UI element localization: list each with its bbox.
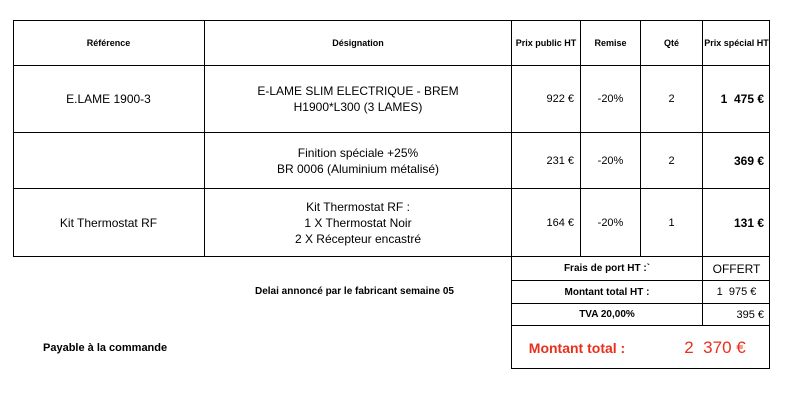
row2-prix-special: 369 € — [733, 153, 764, 168]
montant-total-label: Montant total : — [528, 339, 626, 356]
row1-qte: 2 — [668, 93, 675, 105]
row1-prix-public: 922 € — [546, 93, 574, 105]
row2-designation — [205, 133, 511, 188]
designation-line: 2 X Récepteur encastré — [294, 232, 422, 246]
designation-line: E-LAME SLIM ELECTRIQUE - BREM — [257, 84, 459, 98]
frais-port-label: Frais de port HT :` — [563, 263, 651, 274]
row3-designation — [205, 189, 511, 257]
row1-remise: -20% — [597, 93, 624, 105]
montant-ht-label: Montant total HT : — [564, 286, 650, 298]
header-qte: Qté — [663, 37, 679, 48]
row2-qte: 2 — [668, 154, 675, 167]
tva-value: 395 € — [736, 308, 764, 321]
montant-total-value: 2 370 € — [684, 337, 746, 357]
row3-remise: -20% — [597, 217, 624, 229]
designation-line: 1 X Thermostat Noir — [304, 216, 412, 230]
row2-reference — [13, 133, 204, 188]
row1-designation — [205, 66, 511, 132]
row2-remise: -20% — [597, 154, 624, 167]
delai-note: Delai annoncé par le fabricant semaine 05 — [255, 286, 454, 297]
row3-prix-special: 131 € — [733, 216, 764, 230]
row2-prix-public: 231 € — [546, 154, 574, 167]
tva-label: TVA 20,00% — [579, 309, 635, 320]
row3-reference: Kit Thermostat RF — [59, 216, 158, 230]
payable-note: Payable à la commande — [43, 342, 168, 354]
row1-prix-special: 1 475 € — [720, 92, 764, 106]
designation-line: BR 0006 (Aluminium métalisé) — [276, 161, 440, 176]
header-reference: Référence — [86, 37, 131, 48]
header-designation: Désignation — [332, 37, 384, 48]
header-prix-public: Prix public HT — [515, 37, 577, 48]
row3-prix-public: 164 € — [546, 217, 574, 229]
montant-ht-value: 1 975 € — [716, 286, 757, 298]
header-prix-special: Prix spécial HT — [704, 37, 769, 48]
designation-line: Finition spéciale +25% — [297, 145, 419, 160]
row3-qte: 1 — [668, 217, 675, 229]
frais-port-value: OFFERT — [712, 261, 761, 276]
designation-line: Kit Thermostat RF : — [306, 200, 410, 214]
header-remise: Remise — [594, 37, 627, 48]
row1-reference: E.LAME 1900-3 — [66, 92, 151, 106]
designation-line: H1900*L300 (3 LAMES) — [293, 100, 423, 114]
